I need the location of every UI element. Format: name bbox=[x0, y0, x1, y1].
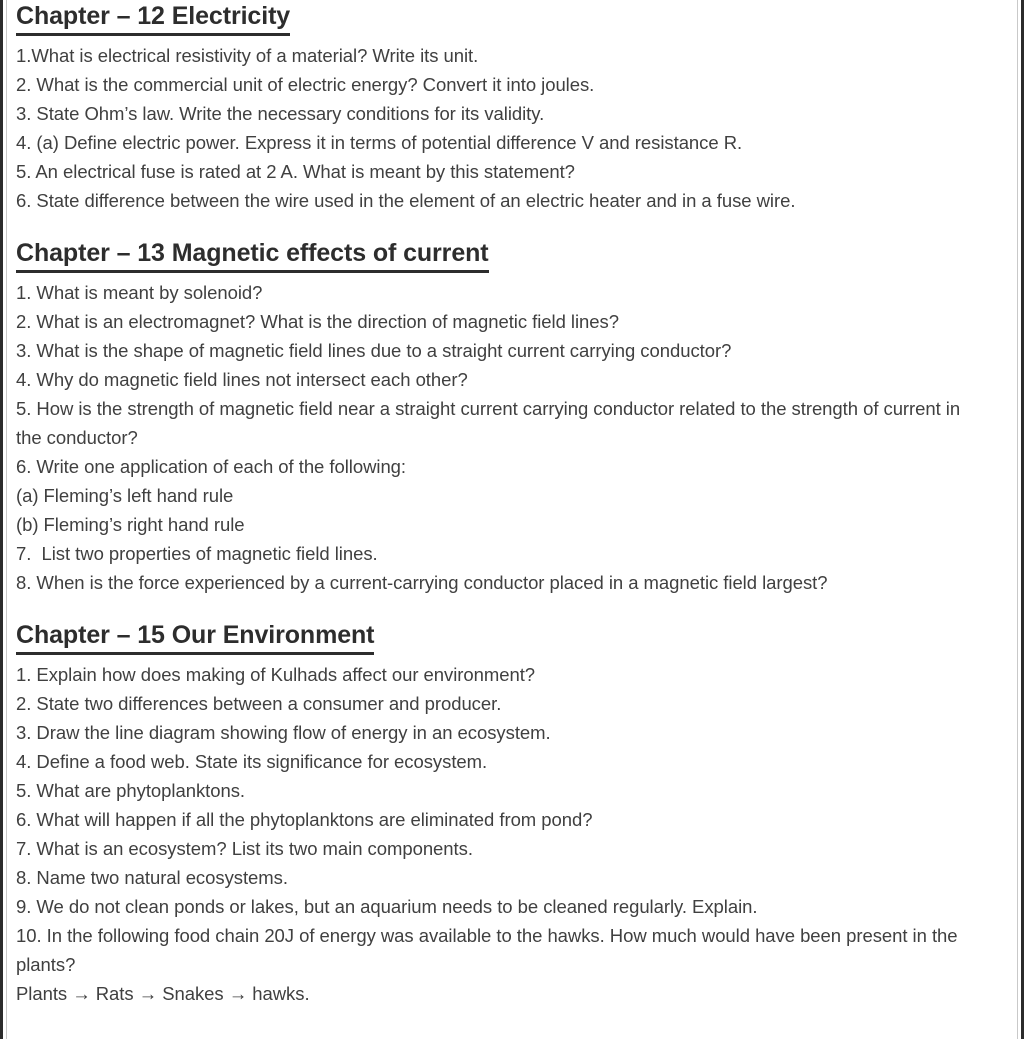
question-list-13 bbox=[16, 278, 1003, 597]
chapter-section-12 bbox=[16, 2, 1003, 215]
question-item: 7. What is an ecosystem? List its two main components. bbox=[16, 838, 473, 859]
chapter-section-15 bbox=[16, 621, 1003, 1008]
question-item: 5. What are phytoplanktons. bbox=[16, 780, 246, 801]
question-item: 2. What is the commercial unit of electric energy? Convert it into joules. bbox=[16, 74, 595, 95]
page-content bbox=[3, 0, 1021, 1039]
question-item: 6. State difference between the wire used in the element of an electric heater and in a fuse wire. bbox=[16, 190, 796, 211]
question-item: 8. Name two natural ecosystems. bbox=[16, 867, 288, 888]
question-item: 5. An electrical fuse is rated at 2 A. What is meant by this statement? bbox=[16, 161, 575, 182]
question-item: (a) Fleming’s left hand rule bbox=[16, 485, 234, 506]
chapter-heading-13: Chapter – 13 Magnetic effects of current bbox=[16, 239, 489, 273]
chapter-section-13 bbox=[16, 239, 1003, 597]
question-item: (b) Fleming’s right hand rule bbox=[16, 514, 245, 535]
chapter-heading-12: Chapter – 12 Electricity bbox=[16, 2, 290, 36]
question-item: 9. We do not clean ponds or lakes, but an aquarium needs to be cleaned regularly. Explain. bbox=[16, 896, 758, 917]
question-item: 6. What will happen if all the phytoplanktons are eliminated from pond? bbox=[16, 809, 593, 830]
question-item: 2. State two differences between a consumer and producer. bbox=[16, 693, 502, 714]
question-item: 1.What is electrical resistivity of a material? Write its unit. bbox=[16, 45, 479, 66]
question-list-12 bbox=[16, 41, 1003, 215]
question-item: 4. Why do magnetic field lines not intersect each other? bbox=[16, 369, 468, 390]
question-item: 8. When is the force experienced by a current-carrying conductor placed in a magnetic field largest? bbox=[16, 572, 828, 593]
question-item: 5. How is the strength of magnetic field near a straight current carrying conductor related to the strength of current in the conductor? bbox=[16, 398, 966, 448]
question-item: 3. What is the shape of magnetic field lines due to a straight current carrying conductor? bbox=[16, 340, 732, 361]
question-item: 4. (a) Define electric power. Express it in terms of potential difference V and resistance R. bbox=[16, 132, 743, 153]
question-item: 7. List two properties of magnetic field lines. bbox=[16, 543, 378, 564]
question-item: 3. State Ohm’s law. Write the necessary conditions for its validity. bbox=[16, 103, 545, 124]
question-item: 1. What is meant by solenoid? bbox=[16, 282, 263, 303]
question-item: 2. What is an electromagnet? What is the direction of magnetic field lines? bbox=[16, 311, 619, 332]
food-chain-line: Plants → Rats → Snakes → hawks. bbox=[16, 983, 310, 1004]
question-item: 1. Explain how does making of Kulhads affect our environment? bbox=[16, 664, 536, 685]
chapter-heading-15: Chapter – 15 Our Environment bbox=[16, 621, 374, 655]
question-item: 4. Define a food web. State its significance for ecosystem. bbox=[16, 751, 488, 772]
question-list-15 bbox=[16, 660, 1003, 1008]
question-item: 6. Write one application of each of the following: bbox=[16, 456, 407, 477]
question-item: 10. In the following food chain 20J of energy was available to the hawks. How much would have been present in the plants? bbox=[16, 925, 963, 975]
question-item: 3. Draw the line diagram showing flow of energy in an ecosystem. bbox=[16, 722, 551, 743]
